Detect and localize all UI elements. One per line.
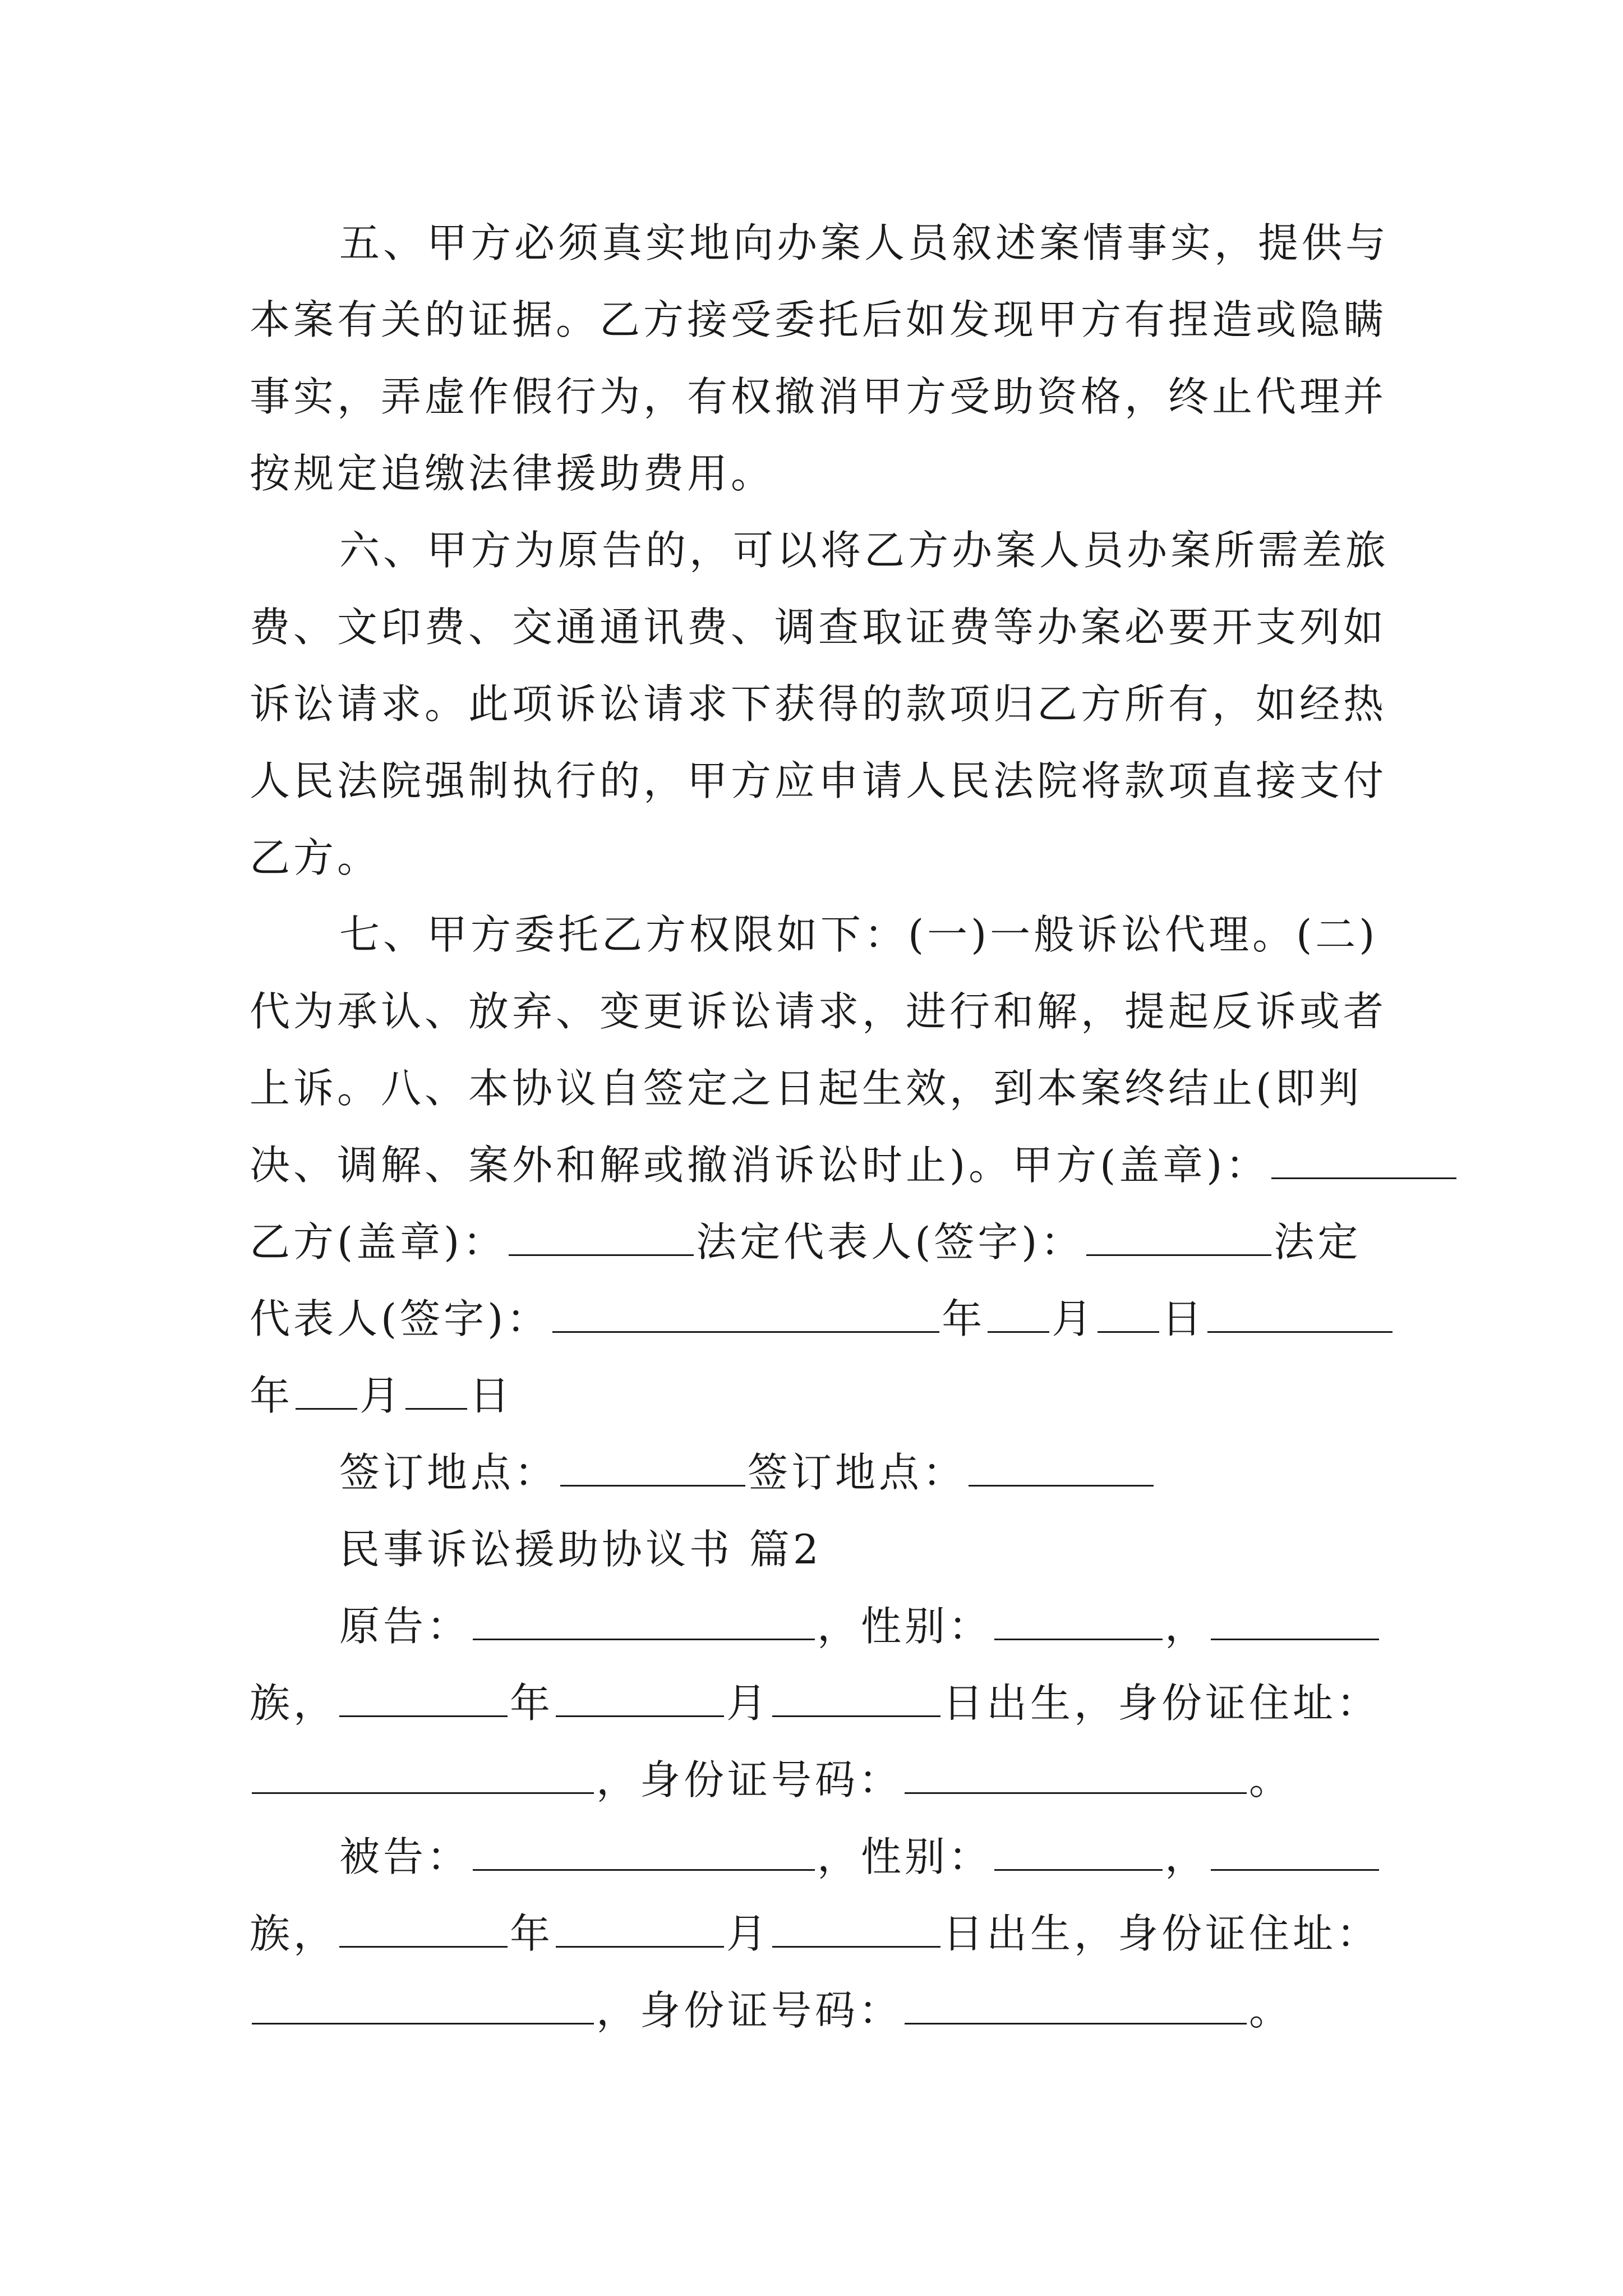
defendant-id-number-blank: [905, 1988, 1247, 2024]
text: 日: [469, 1372, 514, 1419]
party-b-date-day-blank: [405, 1373, 467, 1410]
party-b-signing-place-blank: [969, 1450, 1154, 1487]
paragraph-6-line-5: [0, 832, 1623, 883]
paragraph-5-line-2: [0, 295, 1623, 345]
defendant-birth-month-blank: [556, 1911, 724, 1948]
defendant-address-blank: [252, 1988, 594, 2024]
paragraph-5-line-4: [0, 448, 1623, 499]
text: 法定: [1274, 1218, 1362, 1266]
paragraph-6-line-1: [0, 525, 1623, 576]
plaintiff-address-blank: [252, 1757, 594, 1794]
signature-line-4: [0, 1370, 1623, 1421]
text: 。: [1249, 1987, 1293, 2034]
text: 五、甲方必须真实地向办案人员叙述案情事实，提供与: [339, 219, 1390, 266]
text: 按规定追缴法律援助费用。: [250, 450, 775, 497]
party-a-date-month-blank: [988, 1296, 1049, 1333]
paragraph-7-line-3: [0, 1063, 1623, 1114]
paragraph-7-line-1: [0, 909, 1623, 960]
text: ，: [1165, 1603, 1209, 1650]
paragraph-6-line-3: [0, 679, 1623, 729]
plaintiff-id-number-blank: [905, 1757, 1247, 1794]
defendant-birth-day-blank: [772, 1911, 940, 1948]
text: 代表人(签字)：: [250, 1295, 551, 1342]
text: 事实，弄虚作假行为，有权撤消甲方受助资格，终止代理并: [250, 373, 1387, 420]
signature-line-1: [0, 1140, 1623, 1190]
text: 人民法院强制执行的，甲方应申请人民法院将款项直接支付: [250, 757, 1387, 804]
paragraph-6-line-4: [0, 756, 1623, 806]
defendant-name-blank: [473, 1834, 815, 1871]
text: 日出生，身份证住址：: [943, 1680, 1381, 1727]
defendant-line-3: [0, 1985, 1623, 2036]
plaintiff-birth-day-blank: [772, 1681, 940, 1717]
text: 代为承认、放弃、变更诉讼请求，进行和解，提起反诉或者: [250, 988, 1387, 1035]
text: 七、甲方委托乙方权限如下：(一)一般诉讼代理。(二): [339, 911, 1378, 958]
text: 诉讼请求。此项诉讼请求下获得的款项归乙方所有，如经热: [250, 680, 1387, 728]
text: 法定代表人(签字)：: [696, 1218, 1085, 1266]
text: 月: [726, 1910, 771, 1957]
signing-place-line: [0, 1447, 1623, 1498]
party-b-representative-blank: [552, 1296, 939, 1333]
text: 日: [1161, 1295, 1206, 1342]
text: 日出生，身份证住址：: [943, 1910, 1381, 1957]
text: 月: [1052, 1295, 1096, 1342]
paragraph-5-line-3: [0, 371, 1623, 422]
defendant-line-1: [0, 1832, 1623, 1882]
plaintiff-name-blank: [473, 1604, 815, 1640]
text: 乙方(盖章)：: [250, 1218, 507, 1266]
party-a-date-day-blank: [1098, 1296, 1159, 1333]
signature-line-3: [0, 1294, 1623, 1344]
text: ，: [1165, 1833, 1209, 1880]
plaintiff-line-2: [0, 1678, 1623, 1728]
defendant-line-2: [0, 1908, 1623, 1959]
paragraph-5-line-1: [0, 218, 1623, 268]
text: 族，: [250, 1910, 338, 1957]
text: ，性别：: [817, 1603, 993, 1650]
text: 月: [359, 1372, 404, 1419]
text: 。: [1249, 1756, 1293, 1803]
plaintiff-birth-year-blank: [339, 1681, 508, 1717]
section-title: 民事诉讼援助协议书 篇2: [339, 1526, 822, 1573]
defendant-gender-blank: [994, 1834, 1163, 1871]
party-b-date-month-blank: [296, 1373, 357, 1410]
text: ，性别：: [817, 1833, 993, 1880]
party-a-seal-blank: [1271, 1143, 1456, 1179]
text: 决、调解、案外和解或撤消诉讼时止)。甲方(盖章)：: [250, 1142, 1270, 1189]
text: 本案有关的证据。乙方接受委托后如发现甲方有捏造或隐瞒: [250, 296, 1387, 343]
plaintiff-line-3: [0, 1755, 1623, 1805]
plaintiff-gender-blank: [994, 1604, 1163, 1640]
party-b-date-year-blank: [1207, 1296, 1393, 1333]
text: 月: [726, 1680, 771, 1727]
text: 年: [942, 1295, 986, 1342]
text: 被告：: [339, 1833, 471, 1880]
text: 年: [510, 1910, 554, 1957]
text: 乙方。: [250, 834, 381, 881]
text: 上诉。八、本协议自签定之日起生效，到本案终结止(即判: [250, 1065, 1363, 1112]
text: ，身份证号码：: [596, 1756, 903, 1803]
party-a-signing-place-blank: [560, 1450, 745, 1487]
text: 费、文印费、交通通讯费、调查取证费等办案必要开支列如: [250, 604, 1387, 651]
party-a-representative-blank: [1086, 1220, 1271, 1256]
defendant-birth-year-blank: [339, 1911, 508, 1948]
plaintiff-ethnicity-blank: [1211, 1604, 1379, 1640]
text: 签订地点：: [748, 1449, 967, 1496]
text: ，身份证号码：: [596, 1987, 903, 2034]
section-heading-2: [0, 1524, 1623, 1575]
text: 年: [510, 1680, 554, 1727]
text: 年: [250, 1372, 294, 1419]
plaintiff-birth-month-blank: [556, 1681, 724, 1717]
signature-line-2: [0, 1217, 1623, 1267]
party-b-seal-blank: [509, 1220, 694, 1256]
text: 族，: [250, 1680, 338, 1727]
text: 原告：: [339, 1603, 471, 1650]
plaintiff-line-1: [0, 1601, 1623, 1651]
text: 签订地点：: [339, 1449, 559, 1496]
defendant-ethnicity-blank: [1211, 1834, 1379, 1871]
paragraph-6-line-2: [0, 602, 1623, 652]
text: 六、甲方为原告的，可以将乙方办案人员办案所需差旅: [339, 527, 1390, 574]
paragraph-7-line-2: [0, 986, 1623, 1037]
